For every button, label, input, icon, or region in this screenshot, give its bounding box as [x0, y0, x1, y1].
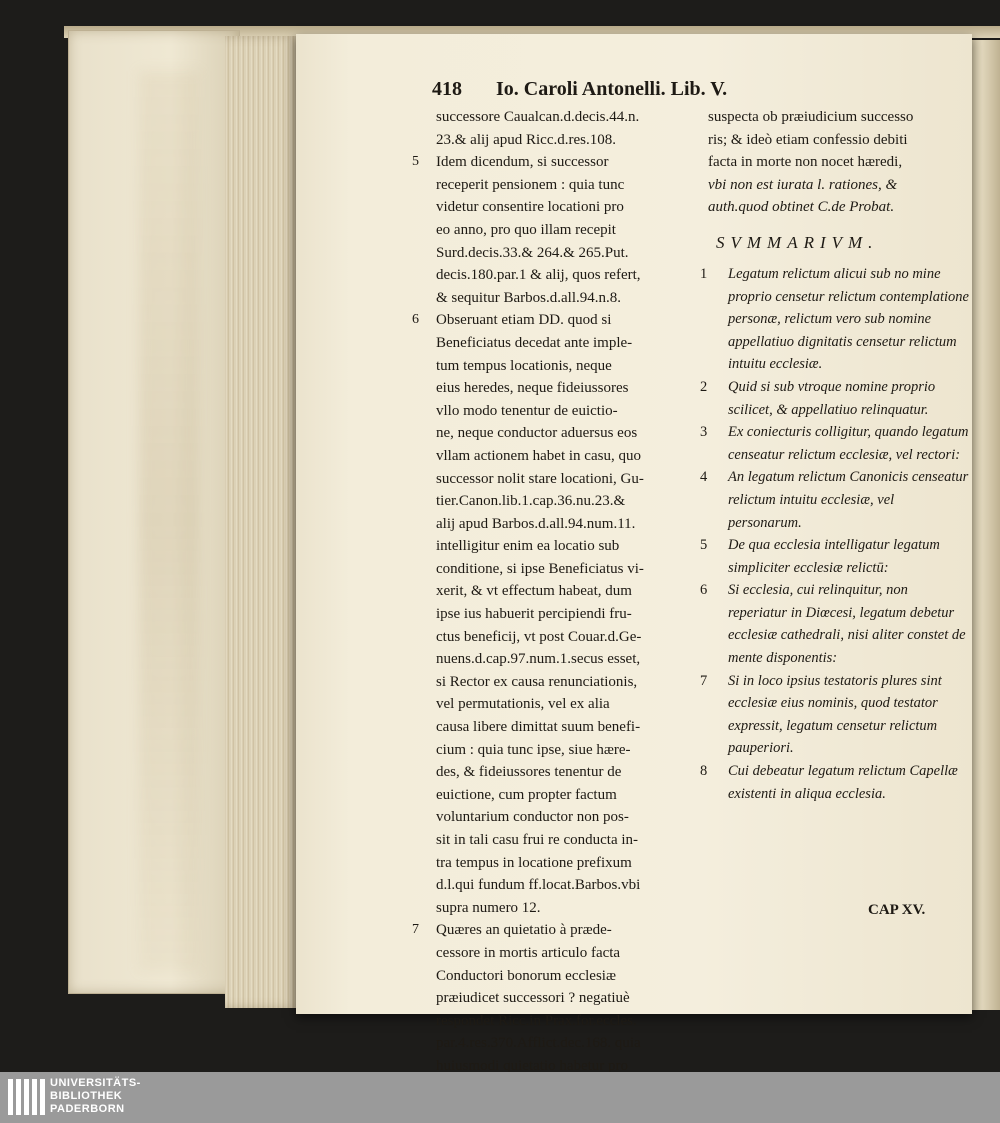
line-text: ne, neque conductor aduersus eos — [436, 425, 638, 442]
text-line — [412, 174, 712, 197]
line-text: & sequitur Barbos.d.all.94.n.8. — [436, 289, 621, 306]
text-line — [412, 1032, 712, 1055]
line-text: d.l.qui fundum ff.locat.Barbos.vbi — [436, 877, 641, 894]
summary-text: De qua ecclesia intelligatur legatum simpliciter ecclesiæ relictū: — [728, 537, 940, 576]
right-column-continuation — [700, 106, 970, 219]
line-text: tra tempus in locatione prefixum — [436, 854, 632, 871]
line-text: vel permutationis, vel ex alia — [436, 696, 610, 713]
summarium-title: SVMMARIVM. — [716, 232, 879, 252]
summary-text: Quid si sub vtroque nomine proprio scilicet, & appellatiuo relinquatur. — [728, 378, 936, 418]
summary-number: 6 — [700, 582, 708, 599]
line-text: huiusmodi quietatio habetur pro — [436, 1057, 629, 1072]
text-line — [412, 129, 712, 152]
line-text: Conductori bonorum ecclesiæ — [436, 967, 616, 984]
summary-item — [700, 760, 970, 805]
summarium-list — [700, 263, 970, 805]
text-line — [412, 897, 712, 920]
line-text: nuens.d.cap.97.num.1.secus esset, — [436, 651, 641, 668]
summary-item — [700, 466, 970, 534]
text-line — [412, 513, 712, 536]
line-text: tier.Canon.lib.1.cap.36.nu.23.& — [436, 493, 626, 510]
left-text-column — [412, 106, 712, 1072]
text-line — [412, 219, 712, 242]
summary-text: Si in loco ipsius testatoris plures sint ecclesiæ eius nominis, quod testator expressit, legatum censetur relictum pauperiori. — [728, 672, 942, 757]
text-line — [412, 490, 712, 513]
left-page-blank — [68, 30, 240, 994]
summary-item — [700, 421, 970, 466]
summary-number: 7 — [700, 672, 708, 689]
text-line — [412, 287, 712, 310]
text-line — [412, 422, 712, 445]
summary-text: Si ecclesia, cui relinquitur, non reperiatur in Diœcesi, legatum debetur ecclesiæ cathedrali, nisi aliter constet de mente disponentis: — [728, 582, 966, 667]
text-line — [412, 377, 712, 400]
line-text: decis.180.par.1 & alij, quos refert, — [436, 267, 641, 284]
text-line — [412, 716, 712, 739]
summary-item — [700, 670, 970, 760]
line-text: Beneficiatus decedat ante imple- — [436, 334, 633, 351]
line-text: eius heredes, neque fideiussores — [436, 380, 629, 397]
line-text: successor nolit stare locationi, Gu- — [436, 470, 644, 487]
summary-text: An legatum relictum Canonicis censeatur relictum intuitu ecclesiæ, vel personarum. — [728, 469, 969, 531]
text-line — [412, 445, 712, 468]
page-edges — [225, 36, 298, 1008]
line-text: par.4.res.370.Afflict.dec.168. quia — [436, 1035, 641, 1052]
text-line — [412, 693, 712, 716]
line-text: respondet Ricc.in Prax.for.eccles. — [436, 1012, 637, 1029]
text-line — [412, 1010, 712, 1033]
text-line — [412, 671, 712, 694]
library-name-line-3: PADERBORN — [50, 1103, 125, 1115]
library-logo-icon — [8, 1079, 45, 1115]
paragraph-number: 6 — [412, 312, 419, 328]
text-line: suspecta ob præiudicium successo — [708, 109, 914, 125]
catchword: CAP XV. — [868, 902, 926, 918]
line-text: successore Caualcan.d.decis.44.n. — [436, 109, 640, 125]
line-text: ctus beneficij, vt post Couar.d.Ge- — [436, 628, 642, 645]
line-text: receperit pensionem : quia tunc — [436, 176, 625, 193]
text-line — [412, 580, 712, 603]
line-text: conditione, si ipse Beneficiatus vi- — [436, 560, 644, 577]
summary-item — [700, 534, 970, 579]
line-text: alij apud Barbos.d.all.94.num.11. — [436, 515, 636, 532]
library-name — [50, 1077, 141, 1116]
text-line — [412, 829, 712, 852]
text-line — [412, 784, 712, 807]
library-name-line-1: UNIVERSITÄTS- — [50, 1077, 141, 1089]
line-text: xerit, & vt effectum habeat, dum — [436, 583, 632, 600]
text-line — [412, 648, 712, 671]
text-line — [412, 468, 712, 491]
text-line — [412, 739, 712, 762]
line-text: intelligitur enim ea locatio sub — [436, 538, 620, 555]
text-line — [412, 761, 712, 784]
page-stain — [139, 71, 199, 971]
text-line: vbi non est iurata l. rationes, & — [708, 176, 898, 193]
text-line — [412, 965, 712, 988]
summary-number: 3 — [700, 424, 708, 441]
text-line — [412, 852, 712, 875]
text-line — [412, 806, 712, 829]
line-text: si Rector ex causa renunciationis, — [436, 673, 638, 690]
text-line — [412, 603, 712, 626]
text-line — [412, 987, 712, 1010]
line-text: 23.& alij apud Ricc.d.res.108. — [436, 131, 616, 148]
text-line: ris; & ideò etiam confessio debiti — [708, 131, 908, 148]
line-text: cessore in mortis articulo facta — [436, 944, 621, 961]
text-line: facta in morte non nocet hæredi, — [708, 154, 903, 171]
paragraph-number: 5 — [412, 154, 419, 170]
summary-item — [700, 263, 970, 376]
running-head — [432, 78, 812, 101]
page-number: 418 — [432, 78, 462, 100]
text-line — [412, 1055, 712, 1072]
line-text: præiudicet successori ? negatiuè — [436, 990, 630, 1007]
library-name-line-2: BIBLIOTHEK — [50, 1090, 123, 1102]
line-text: causa libere dimittat suum benefi- — [436, 719, 641, 736]
line-text: Obseruant etiam DD. quod si — [436, 312, 612, 329]
line-text: vllam actionem habet in casu, quo — [436, 447, 641, 464]
text-line — [412, 332, 712, 355]
line-text: vllo modo tenentur de euictio- — [436, 402, 618, 419]
line-text: Idem dicendum, si successor — [436, 154, 609, 171]
line-text: supra numero 12. — [436, 899, 541, 916]
running-title: Io. Caroli Antonelli. Lib. V. — [496, 78, 728, 100]
line-text: euictione, cum propter factum — [436, 786, 617, 803]
line-text: videtur consentire locationi pro — [436, 199, 624, 216]
next-page-edge — [970, 40, 1000, 1010]
text-line: auth.quod obtinet C.de Probat. — [708, 199, 895, 216]
text-line — [412, 106, 712, 129]
text-line — [412, 919, 712, 942]
text-line — [412, 264, 712, 287]
paragraph-number: 7 — [412, 922, 419, 938]
line-text: des, & fideiussores tenentur de — [436, 764, 622, 781]
summary-number: 2 — [700, 378, 708, 395]
summary-number: 1 — [700, 265, 708, 282]
line-text: cium : quia tunc ipse, siue hære- — [436, 741, 631, 758]
summary-number: 8 — [700, 763, 708, 780]
text-line — [412, 151, 712, 174]
text-line — [412, 242, 712, 265]
text-line — [412, 535, 712, 558]
summary-text: Ex coniecturis colligitur, quando legatum censeatur relictum ecclesiæ, vel rectori: — [728, 424, 969, 463]
text-line — [412, 626, 712, 649]
summary-text: Legatum relictum alicui sub no mine proprio censetur relictum contemplatione personæ, relictum vero sub nomine appellatiuo dignitatis censetur relictum intuitu ecclesiæ. — [728, 265, 969, 373]
text-line — [412, 355, 712, 378]
text-line — [412, 874, 712, 897]
text-line — [412, 309, 712, 332]
line-text: sit in tali casu frui re conducta in- — [436, 832, 639, 848]
line-text: eo anno, pro quo illam recepit — [436, 221, 616, 238]
summary-text: Cui debeatur legatum relictum Capellæ existenti in aliqua ecclesia. — [728, 763, 958, 802]
right-text-column — [700, 106, 970, 805]
library-footer — [0, 1072, 1000, 1123]
summary-item — [700, 579, 970, 669]
line-text: Surd.decis.33.& 264.& 265.Put. — [436, 244, 629, 261]
text-line — [412, 942, 712, 965]
text-line — [412, 558, 712, 581]
line-text: tum tempus locationis, neque — [436, 357, 612, 374]
line-text: voluntarium conductor non pos- — [436, 809, 629, 826]
summary-item — [700, 376, 970, 421]
summary-number: 5 — [700, 537, 708, 554]
line-text: Quæres an quietatio à præde- — [436, 922, 612, 939]
text-line — [412, 196, 712, 219]
text-line — [412, 400, 712, 423]
line-text: ipse ius habuerit percipiendi fru- — [436, 606, 632, 623]
summary-number: 4 — [700, 469, 708, 486]
